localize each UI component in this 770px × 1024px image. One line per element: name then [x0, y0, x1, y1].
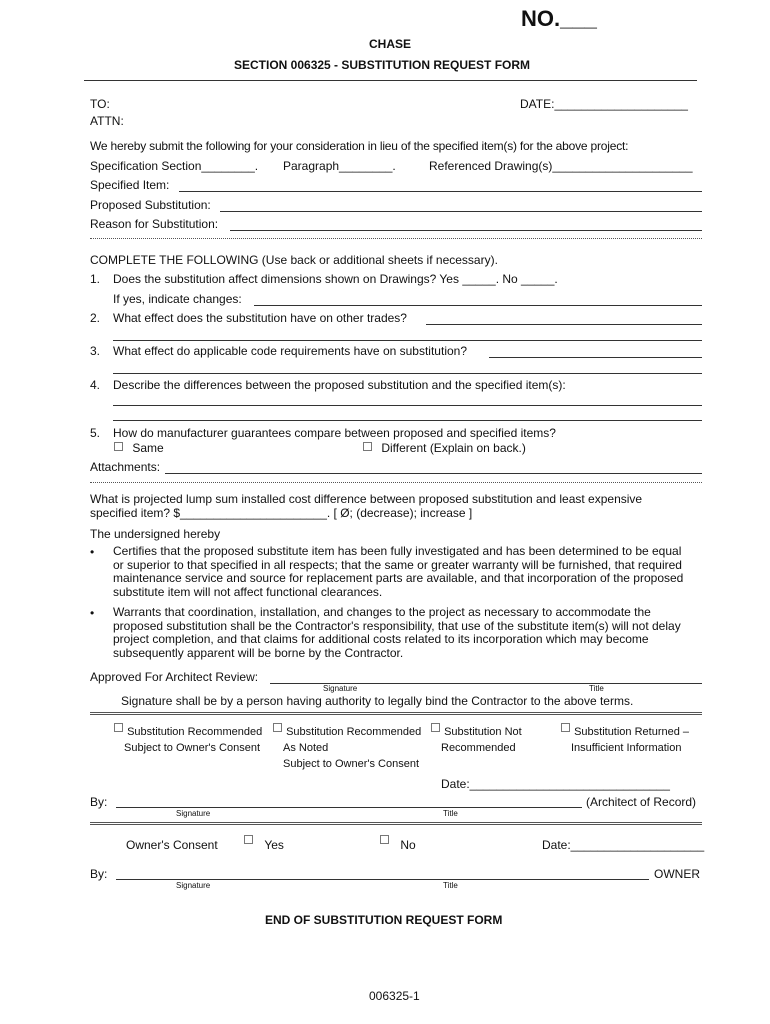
warrants-paragraph: Warrants that coordination, installation, and changes to the project as necessary to accommodate the proposed substitution shall be the Contractor's responsibility, that use of the substitute item(s) will not delay project completion, and that claims for additional costs related to its incorporation which may become subsequently apparent will be borne by the Contractor.: [113, 605, 681, 660]
header-rule: [84, 80, 697, 81]
reason-line[interactable]: [230, 230, 702, 231]
form-number: NO.___: [521, 6, 597, 31]
section-divider: [90, 238, 702, 239]
option-returned-label: Substitution Returned –: [574, 726, 690, 738]
q2-line[interactable]: [426, 324, 702, 325]
attn-label: ATTN:: [90, 114, 124, 128]
q5-different-option[interactable]: [363, 441, 526, 455]
q5-same-option[interactable]: [114, 441, 164, 455]
architect-signature-line[interactable]: [116, 807, 582, 808]
form-title: SECTION 006325 - SUBSTITUTION REQUEST FORM: [234, 58, 531, 72]
architect-title-caption: Title: [443, 809, 458, 818]
q4-line-2[interactable]: [113, 420, 702, 421]
option-returned[interactable]: [561, 724, 689, 756]
complete-heading: COMPLETE THE FOLLOWING (Use back or additional sheets if necessary).: [90, 253, 498, 267]
specified-item-line[interactable]: [179, 191, 702, 192]
q5-different-label: Different (Explain on back.): [381, 441, 526, 455]
q5-same-checkbox[interactable]: [114, 442, 123, 451]
q4-text: Describe the differences between the proposed substitution and the specified item(s):: [113, 378, 566, 392]
architect-signature-caption: Signature: [176, 809, 211, 818]
option-not-recommended-label: Substitution Not: [444, 726, 522, 738]
option-recommended-consent-checkbox[interactable]: [114, 723, 123, 732]
q2-text: What effect does the substitution have on other trades?: [113, 311, 407, 325]
proposed-substitution-label: Proposed Substitution:: [90, 198, 211, 212]
q1-changes-label: If yes, indicate changes:: [113, 292, 242, 306]
q5-text: How do manufacturer guarantees compare between proposed and specified items?: [113, 426, 556, 440]
approval-title-caption: Title: [589, 684, 604, 693]
cost-question: What is projected lump sum installed cost difference between proposed substitution and least expensive: [90, 492, 643, 506]
attachments-label: Attachments:: [90, 460, 161, 474]
owner-signature-caption: Signature: [176, 881, 211, 890]
architect-by-label: By:: [90, 795, 108, 809]
owner-yes-checkbox[interactable]: [244, 835, 253, 844]
option-returned-checkbox[interactable]: [561, 723, 570, 732]
company-name: CHASE: [369, 37, 412, 51]
specified-item-label: Specified Item:: [90, 178, 170, 192]
option-recommended-consent-label-2: Subject to Owner's Consent: [124, 742, 261, 754]
paragraph-field: Paragraph________.: [283, 159, 396, 173]
authority-notice: Signature shall be by a person having authority to legally bind the Contractor to the above terms.: [121, 694, 634, 708]
page-number: 006325-1: [369, 989, 420, 1003]
approved-label: Approved For Architect Review:: [90, 670, 259, 684]
q1-text: Does the substitution affect dimensions shown on Drawings? Yes _____. No _____.: [113, 272, 558, 286]
q3-line-2[interactable]: [113, 373, 702, 374]
option-recommended-noted-checkbox[interactable]: [273, 723, 282, 732]
q5-same-label: Same: [132, 441, 164, 455]
option-not-recommended-checkbox[interactable]: [431, 723, 440, 732]
q5-number: 5.: [90, 426, 101, 440]
submit-statement: We hereby submit the following for your consideration in lieu of the specified item(s) for the above project:: [90, 139, 629, 153]
q5-different-checkbox[interactable]: [363, 442, 372, 451]
option-recommended-noted-label: Substitution Recommended: [286, 726, 422, 738]
reason-label: Reason for Substitution:: [90, 217, 219, 231]
owner-signature-line[interactable]: [116, 879, 649, 880]
double-divider-2: [90, 822, 702, 825]
option-recommended-consent-label: Substitution Recommended: [127, 726, 263, 738]
owner-yes-label: Yes: [264, 838, 284, 852]
architect-of-record-label: (Architect of Record): [586, 795, 697, 809]
double-divider: [90, 712, 702, 715]
owner-no-checkbox[interactable]: [380, 835, 389, 844]
q4-number: 4.: [90, 378, 101, 392]
owner-consent-label: Owner's Consent: [126, 838, 218, 852]
to-label: TO:: [90, 97, 110, 111]
architect-date-field: Date:______________________________: [441, 777, 670, 791]
section-divider-2: [90, 482, 702, 483]
owner-no-option[interactable]: [380, 834, 416, 852]
owner-title-caption: Title: [443, 881, 458, 890]
drawings-field: Referenced Drawing(s)_____________________: [429, 159, 693, 173]
spec-section-field: Specification Section________.: [90, 159, 259, 173]
date-field: DATE:____________________: [520, 97, 688, 111]
option-recommended-noted-label-2: As Noted: [283, 742, 329, 754]
q3-line[interactable]: [489, 357, 702, 358]
q3-text: What effect do applicable code requirements have on substitution?: [113, 344, 467, 358]
q2-number: 2.: [90, 311, 101, 325]
q1-changes-line[interactable]: [254, 305, 702, 306]
owner-by-label: By:: [90, 867, 108, 881]
q3-number: 3.: [90, 344, 101, 358]
end-of-form: END OF SUBSTITUTION REQUEST FORM: [265, 913, 503, 927]
certifies-paragraph: Certifies that the proposed substitute item has been fully investigated and has been determined to be equal or superior to that specified in all respects; that the same or greater warranty will be furnished, that required maintenance service and source for replacement parts are available, and that incorporation of the proposed substitute item will not affect functional clearances.: [113, 544, 684, 599]
owner-date-field: Date:____________________: [542, 838, 705, 852]
undersigned-heading: The undersigned hereby: [90, 527, 221, 541]
option-recommended-noted[interactable]: [273, 724, 421, 772]
owner-label: OWNER: [654, 867, 700, 881]
option-recommended-noted-label-3: Subject to Owner's Consent: [283, 758, 420, 770]
bullet-2-icon: •: [90, 606, 95, 620]
q1-number: 1.: [90, 272, 101, 286]
cost-amount: specified item? $______________________. [ Ø; (decrease); increase ]: [90, 506, 473, 520]
owner-no-label: No: [400, 838, 416, 852]
option-recommended-consent[interactable]: [114, 724, 262, 756]
owner-yes-option[interactable]: [244, 834, 284, 852]
bullet-1-icon: •: [90, 545, 95, 559]
approval-signature-caption: Signature: [323, 684, 358, 693]
q2-line-2[interactable]: [113, 340, 702, 341]
proposed-substitution-line[interactable]: [220, 211, 702, 212]
attachments-line[interactable]: [165, 473, 702, 474]
option-returned-label-2: Insufficient Information: [571, 742, 682, 754]
option-not-recommended[interactable]: [431, 724, 522, 756]
option-not-recommended-label-2: Recommended: [441, 742, 516, 754]
q4-line-1[interactable]: [113, 405, 702, 406]
